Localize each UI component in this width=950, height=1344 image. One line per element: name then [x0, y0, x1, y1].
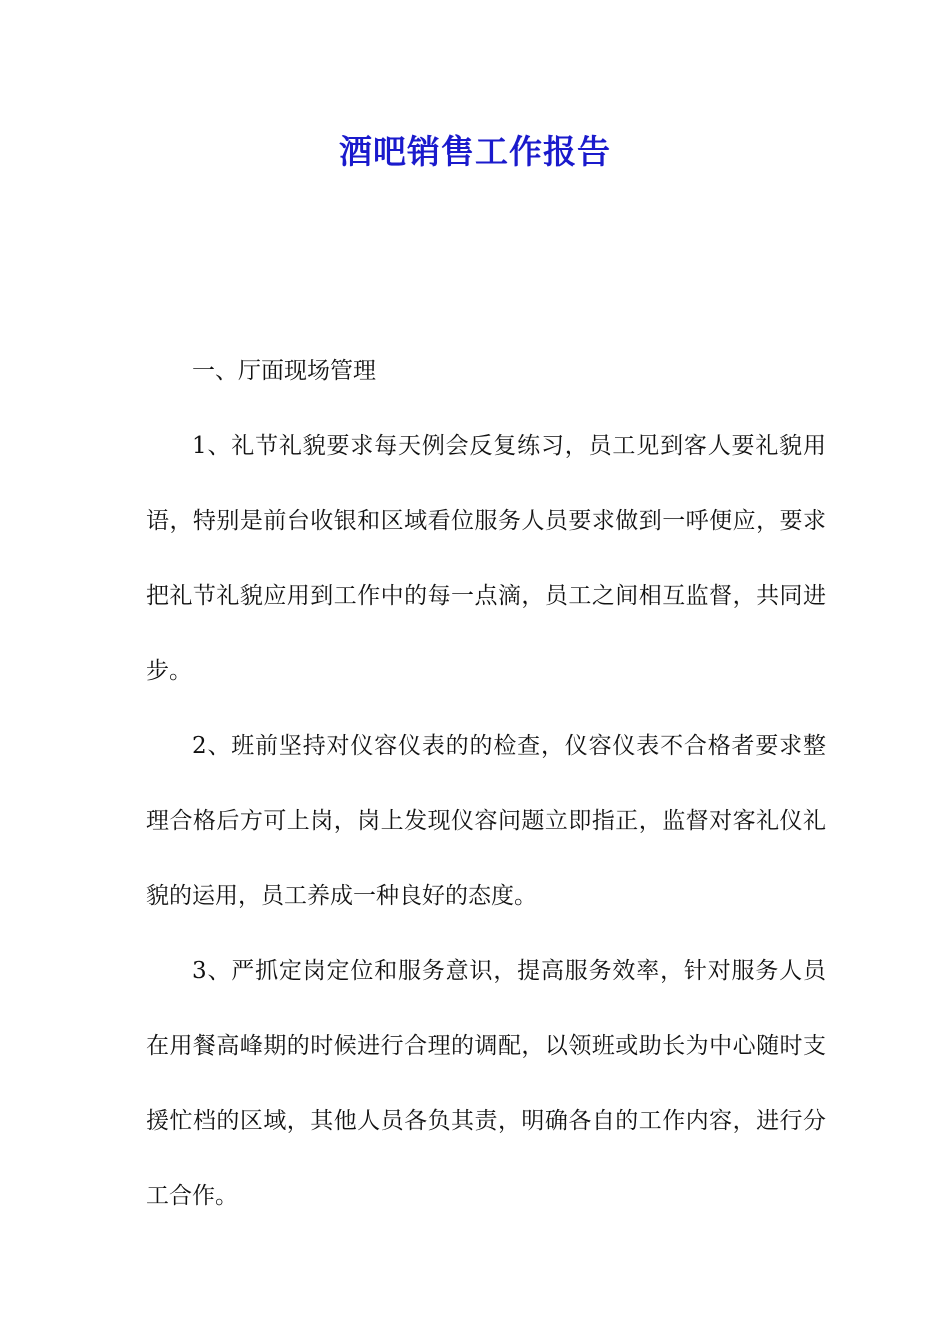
section-heading: 一、厅面现场管理: [192, 358, 376, 384]
paragraph-3: 3、严抓定岗定位和服务意识，提高服务效率，针对服务人员在用餐高峰期的时候进行合理的调配，以领班或助长为中心随时支援忙档的区域，其他人员各负其责，明确各自的工作内容，进行分工合作。: [146, 958, 826, 1209]
paragraph-1: 1、礼节礼貌要求每天例会反复练习，员工见到客人要礼貌用语，特别是前台收银和区域看位服务人员要求做到一呼便应，要求把礼节礼貌应用到工作中的每一点滴，员工之间相互监督，共同进步。: [146, 433, 826, 684]
document-title: 酒吧销售工作报告: [339, 132, 611, 171]
document-body: [146, 334, 826, 1234]
paragraph-2: 2、班前坚持对仪容仪表的的检查，仪容仪表不合格者要求整理合格后方可上岗，岗上发现仪容问题立即指正，监督对客礼仪礼貌的运用，员工养成一种良好的态度。: [146, 733, 826, 909]
